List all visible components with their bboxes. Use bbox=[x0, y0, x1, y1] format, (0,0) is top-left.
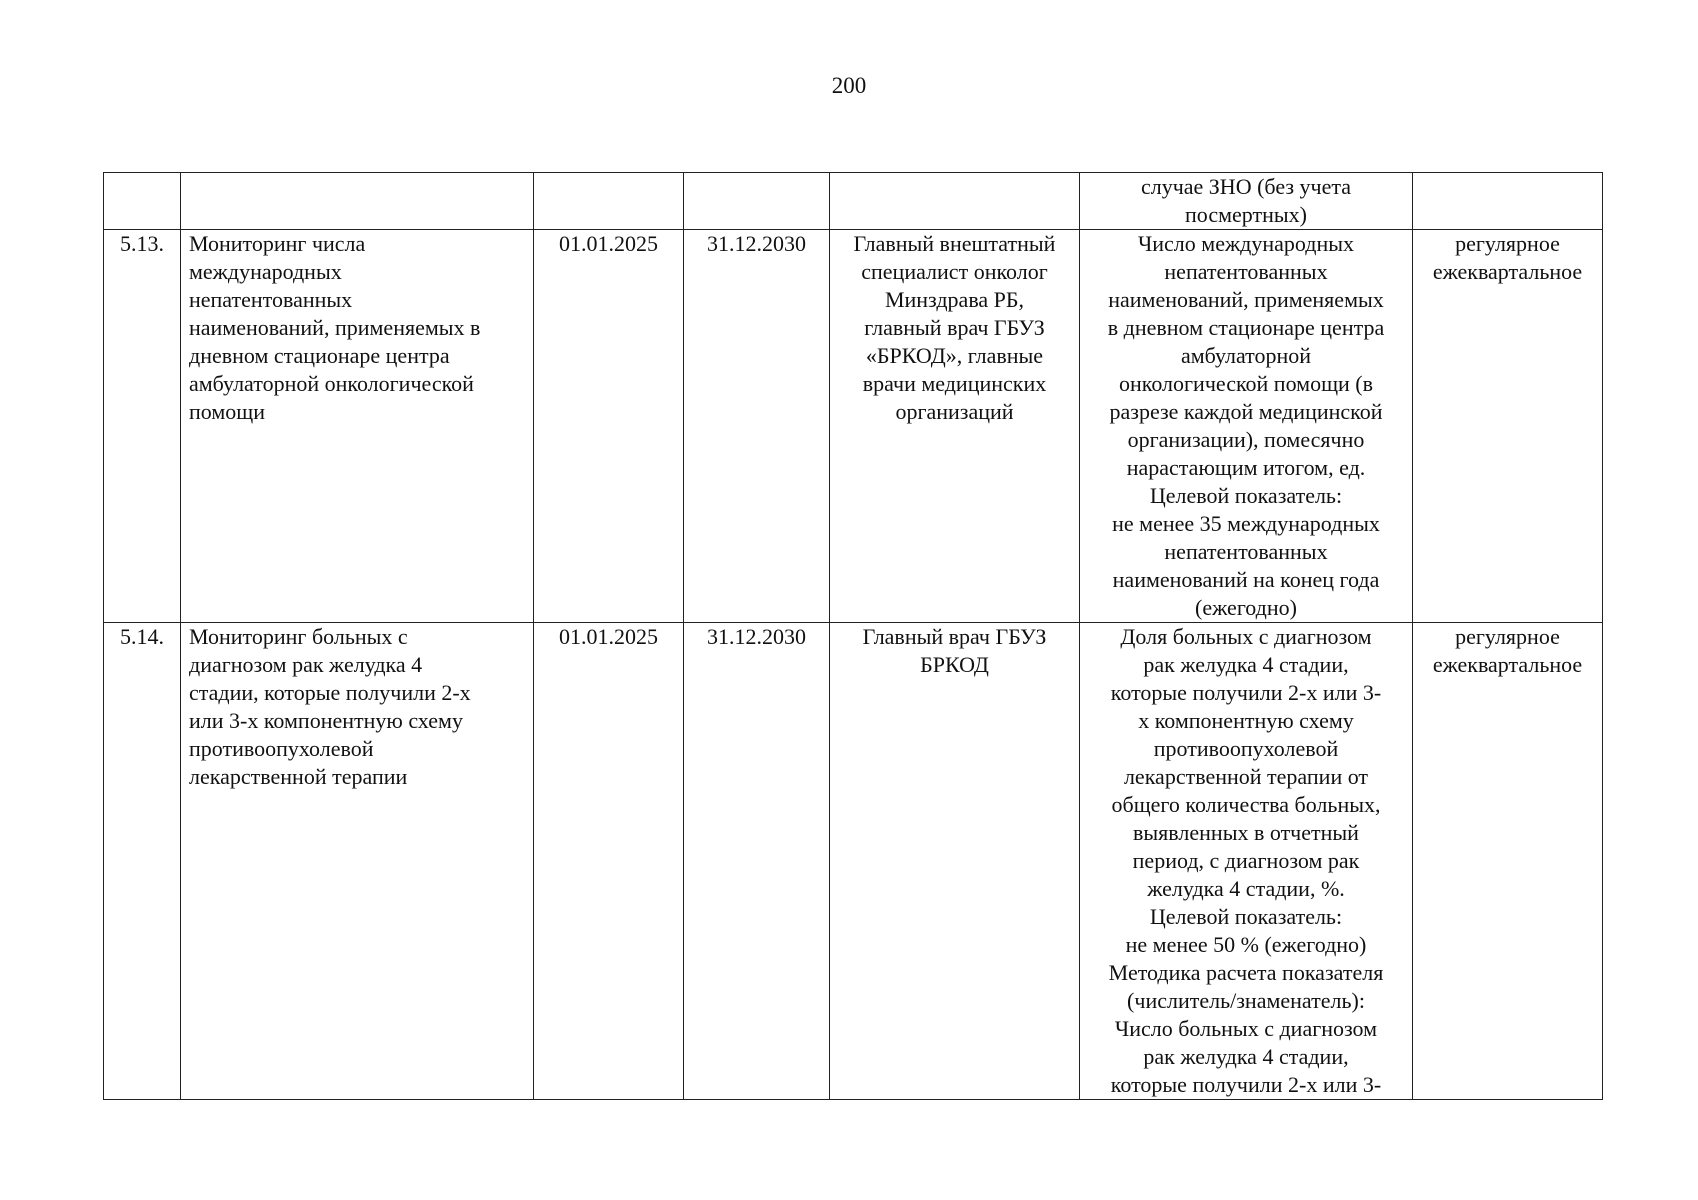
activity-line: диагнозом рак желудка 4 bbox=[189, 652, 423, 677]
indicator-line: организации), помесячно bbox=[1127, 427, 1365, 452]
indicator-line: рак желудка 4 стадии, bbox=[1143, 1044, 1349, 1069]
activity-line: международных bbox=[189, 259, 342, 284]
indicator-line: которые получили 2-х или 3- bbox=[1110, 1072, 1382, 1097]
periodicity-cell bbox=[1413, 173, 1603, 230]
indicator-line: не менее 50 % (ежегодно) bbox=[1125, 932, 1367, 957]
responsible-cell bbox=[830, 230, 1080, 623]
indicator-line: разрезе каждой медицинской bbox=[1109, 399, 1383, 424]
indicator-line: Целевой показатель: bbox=[1149, 904, 1343, 929]
row-number-text: 5.14. bbox=[120, 624, 164, 649]
indicator-line: нарастающим итогом, ед. bbox=[1126, 455, 1366, 480]
indicator-line: непатентованных bbox=[1164, 539, 1328, 564]
indicator-cell bbox=[1080, 623, 1413, 1100]
indicator-line: желудка 4 стадии, %. bbox=[1147, 876, 1345, 901]
indicator-cell bbox=[1080, 173, 1413, 230]
row-number-cell bbox=[104, 173, 181, 230]
responsible-line: Главный врач ГБУЗ bbox=[862, 624, 1047, 649]
activity-cell bbox=[181, 173, 534, 230]
end-date-cell bbox=[684, 230, 830, 623]
table-row bbox=[104, 230, 1603, 623]
indicator-line: случае ЗНО (без учета bbox=[1140, 174, 1352, 199]
indicator-line: не менее 35 международных bbox=[1112, 511, 1380, 536]
table-row bbox=[104, 623, 1603, 1100]
indicator-line: непатентованных bbox=[1164, 259, 1328, 284]
periodicity-line: ежеквартальное bbox=[1432, 652, 1583, 677]
activity-line: наименований, применяемых в bbox=[189, 315, 481, 340]
activity-line: Мониторинг числа bbox=[189, 231, 366, 256]
responsible-line: Главный внештатный bbox=[853, 231, 1056, 256]
page-number: 200 bbox=[831, 73, 867, 98]
indicator-line: выявленных в отчетный bbox=[1133, 820, 1359, 845]
activity-line: помощи bbox=[189, 399, 265, 424]
activity-line: амбулаторной онкологической bbox=[189, 371, 474, 396]
end-date-text: 31.12.2030 bbox=[707, 624, 806, 649]
start-date-text: 01.01.2025 bbox=[559, 231, 658, 256]
indicator-line: Доля больных с диагнозом bbox=[1120, 624, 1372, 649]
row-number-cell bbox=[104, 230, 181, 623]
start-date-cell bbox=[534, 173, 684, 230]
indicator-line: рак желудка 4 стадии, bbox=[1143, 652, 1349, 677]
indicator-line: наименований, применяемых bbox=[1108, 287, 1384, 312]
indicator-line: Целевой показатель: bbox=[1149, 483, 1343, 508]
responsible-line: специалист онколог bbox=[861, 259, 1048, 284]
indicator-line: Число международных bbox=[1137, 231, 1355, 256]
responsible-line: Минздрава РБ, bbox=[884, 287, 1025, 312]
row-number-cell bbox=[104, 623, 181, 1100]
indicator-line: общего количества больных, bbox=[1111, 792, 1381, 817]
activity-line: противоопухолевой bbox=[189, 736, 374, 761]
end-date-text: 31.12.2030 bbox=[707, 231, 806, 256]
activity-line: стадии, которые получили 2-х bbox=[189, 680, 471, 705]
responsible-line: главный врач ГБУЗ bbox=[864, 315, 1045, 340]
indicator-line: в дневном стационаре центра bbox=[1107, 315, 1385, 340]
indicator-line: Число больных с диагнозом bbox=[1114, 1016, 1378, 1041]
responsible-cell bbox=[830, 173, 1080, 230]
indicator-line: х компонентную схему bbox=[1138, 708, 1354, 733]
start-date-text: 01.01.2025 bbox=[559, 624, 658, 649]
indicator-line: амбулаторной bbox=[1180, 343, 1312, 368]
periodicity-cell bbox=[1413, 230, 1603, 623]
indicator-line: противоопухолевой bbox=[1153, 736, 1339, 761]
indicator-line: (ежегодно) bbox=[1195, 595, 1297, 620]
indicator-line: наименований на конец года bbox=[1112, 567, 1380, 592]
plan-table bbox=[103, 172, 1603, 1100]
indicator-line: (числитель/знаменатель): bbox=[1127, 988, 1365, 1013]
indicator-line: посмертных) bbox=[1185, 202, 1307, 227]
indicator-line: которые получили 2-х или 3- bbox=[1110, 680, 1382, 705]
start-date-cell bbox=[534, 230, 684, 623]
activity-line: лекарственной терапии bbox=[189, 764, 408, 789]
responsible-cell bbox=[830, 623, 1080, 1100]
activity-cell bbox=[181, 623, 534, 1100]
indicator-cell bbox=[1080, 230, 1413, 623]
activity-line: непатентованных bbox=[189, 287, 353, 312]
responsible-line: организаций bbox=[895, 399, 1014, 424]
activity-cell bbox=[181, 230, 534, 623]
end-date-cell bbox=[684, 623, 830, 1100]
indicator-line: Методика расчета показателя bbox=[1108, 960, 1384, 985]
activity-line: дневном стационаре центра bbox=[189, 343, 450, 368]
table-row bbox=[104, 173, 1603, 230]
end-date-cell bbox=[684, 173, 830, 230]
indicator-line: онкологической помощи (в bbox=[1118, 371, 1374, 396]
responsible-line: БРКОД bbox=[920, 652, 989, 677]
periodicity-line: ежеквартальное bbox=[1432, 259, 1583, 284]
responsible-line: «БРКОД», главные bbox=[865, 343, 1044, 368]
indicator-line: лекарственной терапии от bbox=[1123, 764, 1369, 789]
periodicity-cell bbox=[1413, 623, 1603, 1100]
indicator-line: период, с диагнозом рак bbox=[1132, 848, 1360, 873]
start-date-cell bbox=[534, 623, 684, 1100]
periodicity-line: регулярное bbox=[1455, 624, 1560, 649]
periodicity-line: регулярное bbox=[1455, 231, 1560, 256]
activity-line: Мониторинг больных с bbox=[189, 624, 408, 649]
responsible-line: врачи медицинских bbox=[862, 371, 1047, 396]
row-number-text: 5.13. bbox=[120, 231, 164, 256]
activity-line: или 3-х компонентную схему bbox=[189, 708, 463, 733]
